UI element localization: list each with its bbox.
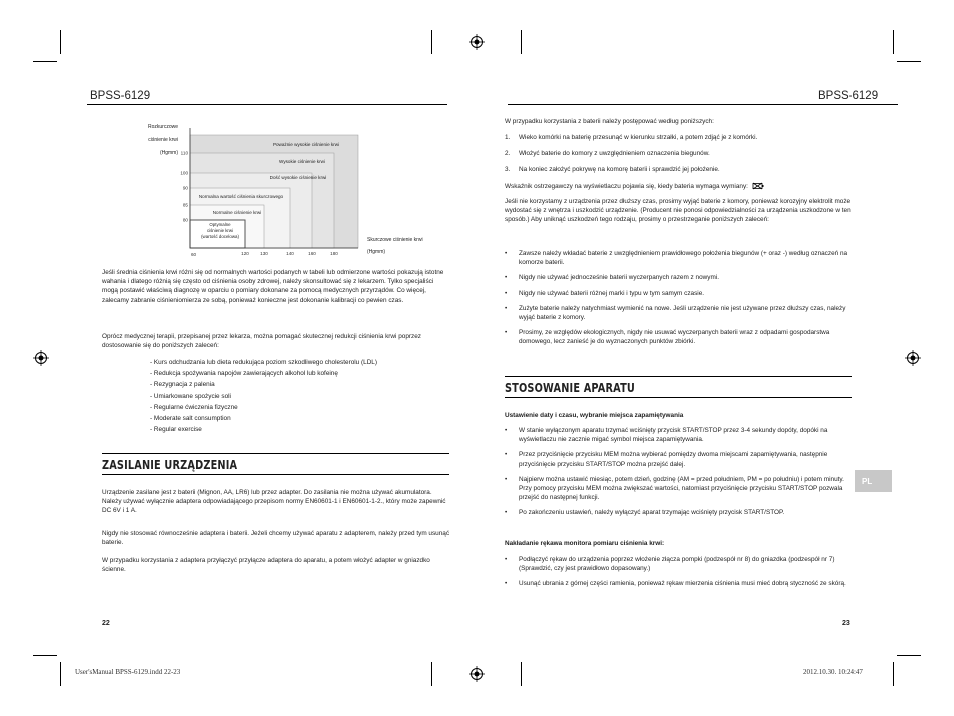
crop-mark: [521, 30, 522, 54]
recommendation-list: [150, 357, 450, 435]
crop-mark: [60, 30, 61, 54]
bullet-item: [505, 249, 853, 267]
paragraph: Urządzenie zasilane jest z baterii (Mignon, AA, LR6) lub przez adapter. Do zasilania nie można używać akumulatora. Należy używać wyłącznie adaptera odpowiadającego przepisom normy EN60601-1 i EN60601-1-2., który może zapewnić DC 6V i 1 A.: [102, 489, 446, 515]
crop-mark: [60, 662, 61, 686]
list-item: - Rezygnacja z palenia: [150, 381, 215, 389]
bullet-text: Zużyte baterie należy natychmiast wymienić na nowe. Jeśli urządzenie nie jest używane przez dłuższy czas, należy wyjąć baterie z komory.: [519, 304, 846, 322]
cuff-bullets: [505, 555, 853, 595]
crop-mark: [431, 30, 432, 54]
region-label: Dość wysokie ciśnienie krwi: [269, 175, 327, 180]
bullet-dot: •: [505, 289, 508, 297]
bullet-text: Prosimy, ze względów ekologicznych, nigdy nie usuwać wyczerpanych baterii wraz z odpadami gospodarstwa domowego, lecz zanieść je do wyznaczonych punktów zbiórki.: [519, 329, 830, 346]
model-label-left: BPSS-6129: [90, 90, 151, 102]
step-text: Na koniec założyć pokrywę na komorę baterii i sprawdzić jej położenie.: [519, 166, 720, 173]
y-tick-label: 80: [182, 217, 188, 223]
bullet-item: [505, 450, 853, 468]
settings-bullets: [505, 426, 853, 524]
paragraph: W przypadku korzystania z adaptera przyłączyć przyłącze adaptera do aparatu, a potem włożyć adapter w gniazdko ścienne.: [102, 557, 430, 574]
step-item: [505, 149, 853, 165]
paragraph: Nigdy nie stosować równocześnie adaptera i baterii. Jeżeli chcemy używać aparatu z adapterem, należy przed tym usunąć baterie.: [102, 530, 450, 547]
bullet-item: [505, 475, 853, 503]
subheading: Nakładanie rękawa monitora pomiaru ciśnienia krwi:: [505, 540, 665, 547]
footer-file: User'sManual BPSS-6129.indd 22-23: [75, 668, 181, 676]
x-tick-label: 120: [241, 251, 249, 256]
list-item: - Redukcja spożywania napojów zawierających alkohol lub kofeinę: [150, 370, 338, 378]
x-axis-label: (Hgmm): [367, 249, 386, 255]
paragraph: W przypadku korzystania z baterii należy postępować według poniższych:: [505, 118, 714, 125]
bullet-item: [505, 426, 853, 444]
bullet-item: [505, 508, 853, 517]
bullet-dot: •: [505, 329, 508, 337]
region-label: (wartość docelowa): [201, 234, 239, 239]
bullet-dot: •: [505, 451, 508, 459]
y-tick-label: 85: [182, 202, 188, 208]
y-axis-label: Rozkurczowe: [147, 124, 178, 130]
section-rule: [102, 453, 449, 454]
list-item: - Umiarkowane spożycie soli: [150, 392, 231, 400]
section-rule: [102, 474, 449, 475]
crop-mark: [897, 61, 921, 62]
region-label: Wysokie ciśnienie krwi: [279, 159, 325, 164]
bullet-text: Usunąć ubrania z górnej części ramienia, ponieważ rękaw mierzenia ciśnienia musi mieć dobrą styczność ze skórą.: [519, 580, 846, 588]
x-tick-label: 140: [286, 251, 294, 256]
bullet-item: [505, 273, 853, 282]
model-label-right: BPSS-6129: [818, 90, 879, 102]
step-text: Wieko komórki na baterię przesunąć w kierunku strzałki, a potem zdjąć je z komórki.: [519, 134, 758, 141]
region-label: Optymalne: [209, 222, 231, 227]
bullet-dot: •: [505, 427, 508, 434]
bullet-item: [505, 328, 853, 346]
y-tick-label: 100: [180, 170, 188, 176]
battery-warning-icon: [752, 182, 764, 190]
section-rule: [505, 376, 852, 377]
y-axis-label: ciśnienie krwi: [148, 137, 178, 143]
bullet-item: [505, 304, 853, 322]
paragraph: Jeśli średnia ciśnienia krwi różni się od normalnych wartości podanych w tabeli lub odmierzone wartości pokazują istotne wahania i dlatego różnią się często od ciśnienia osoby zdrowej, należy skonsultować się z lekarzem. Tylko specjaliści mogą postawić właściwą diagnozę w oparciu o pomiary dokonane za pomocą medycznych przyrządów. Co więcej, zalecamy zabranie ciśnieniomierza ze sobą, ponieważ konieczne jest dokonanie kalibracji co pewien czas.: [102, 269, 444, 304]
section-rule: [505, 397, 852, 398]
language-tab: PL: [855, 470, 892, 492]
x-axis-label: Skurczowe ciśnienie krwi: [367, 237, 423, 243]
header-rule: [508, 104, 898, 105]
subheading: Ustawienie daty i czasu, wybranie miejsca zapamiętywania: [505, 412, 684, 419]
page-number: 23: [842, 620, 850, 627]
registration-mark-icon: [905, 350, 921, 366]
step-number: 1.: [505, 134, 511, 141]
bullet-text: Zawsze należy wkładać baterie z uwzględnieniem prawidłowego położenia biegunów (+ oraz -) według oznaczeń na komorze baterii.: [519, 250, 848, 267]
step-item: [505, 165, 853, 181]
battery-steps: [505, 133, 853, 181]
crop-mark: [897, 655, 921, 656]
crop-mark: [893, 30, 894, 54]
bullet-text: Nigdy nie używać baterii różnej marki i typu w tym samym czasie.: [519, 289, 705, 297]
warning-text: [505, 182, 853, 191]
list-item: - Regular exercise: [150, 426, 202, 434]
bullet-text: Podłączyć rękaw do urządzenia poprzez włożenie złącza pompki (podzespół nr 8) do gniazdka (podzespół nr 7) (Sprawdzić, czy jest prawidłowo dopasowany.): [519, 556, 835, 573]
registration-mark-icon: [469, 34, 485, 50]
chart-regions: [190, 135, 358, 248]
crop-mark: [431, 662, 432, 686]
list-item: - Moderate salt consumption: [150, 415, 231, 423]
bullet-text: Najpierw można ustawić miesiąc, potem dzień, godzinę (AM = przed południem, PM = po południu) i potem minuty. Przy pomocy przycisku MEM można zwiększać wartości, natomiast przyciśnięcie przycisku START/STOP pozwala przejść do następnej funkcji.: [519, 475, 844, 502]
page-number: 22: [102, 620, 110, 627]
footer-timestamp: 2012.10.30. 10:24:47: [803, 668, 863, 676]
x-tick-label: 130: [260, 251, 268, 256]
x-tick-label: 160: [308, 251, 316, 256]
region-label: Poważnie wysokie ciśnienie krwi: [272, 142, 340, 147]
step-text: Włożyć baterie do komory z uwzględnieniem oznaczenia biegunów.: [519, 150, 710, 157]
region-label: Normalne ciśnienie krwi: [212, 210, 262, 215]
bullet-item: [505, 289, 853, 298]
bullet-dot: •: [505, 304, 508, 312]
origin-label: 60: [191, 252, 197, 257]
bullet-text: Przez przyciśnięcie przycisku MEM można wybierać pomiędzy dwoma miejscami zapamiętywania, następnie przyciśnięcie przycisku START/STOP można przejść dalej.: [519, 451, 828, 468]
battery-bullets: [505, 249, 853, 353]
paragraph: Jeśli nie korzystamy z urządzenia przez dłuższy czas, prosimy wyjąć baterie z komory, ponieważ korozyjny elektrolit może wydostać się z wnętrza i uszkodzić urządzenie. (Producent nie ponosi odpowiedzialności za urządzenia uszkodzone w ten sposób.) Aby uniknąć uszkodzeń tego rodzaju, prosimy o przestrzeganie poniższych zaleceń:: [505, 198, 851, 224]
bullet-dot: •: [505, 274, 508, 282]
header-rule: [87, 104, 447, 105]
registration-mark-icon: [33, 350, 49, 366]
crop-mark: [521, 662, 522, 686]
crop-mark: [33, 655, 57, 656]
bullet-dot: •: [505, 250, 508, 257]
bullet-text: Po zakończeniu ustawień, należy wyłączyć aparat trzymając wciśnięty przycisk START/STOP.: [519, 509, 785, 517]
y-tick-label: 110: [180, 150, 188, 156]
list-item: - Kurs odchudzania lub dieta redukująca poziom szkodliwego cholesterolu (LDL): [150, 359, 377, 366]
y-axis-label: (Hgmm): [159, 150, 178, 156]
warning-label: Wskaźnik ostrzegawczy na wyświetlaczu pojawia się, kiedy bateria wymaga wymiany:: [505, 183, 748, 190]
section-title: STOSOWANIE APARATU: [505, 380, 635, 395]
x-tick-label: 180: [330, 251, 338, 256]
crop-mark: [33, 61, 57, 62]
region-label: ciśnienie krwi: [206, 228, 234, 233]
bullet-item: [505, 555, 853, 573]
bullet-dot: •: [505, 556, 508, 563]
bullet-text: Nigdy nie używać jednocześnie baterii wyczerpanych razem z nowymi.: [519, 274, 719, 282]
step-item: [505, 133, 853, 149]
crop-mark: [893, 662, 894, 686]
list-item: - Regularne ćwiczenia fizyczne: [150, 403, 238, 411]
step-number: 2.: [505, 150, 511, 157]
section-title: ZASILANIE URZĄDZENIA: [102, 457, 238, 472]
registration-mark-icon: [469, 666, 485, 682]
bullet-dot: •: [505, 475, 508, 483]
region-label: Normalna wartość ciśnienia skurczowego: [198, 194, 284, 199]
bullet-text: W stanie wyłączonym aparatu trzymać wciśnięty przycisk START/STOP przez 3-4 sekundy dopóty, dopóki na wyświetlaczu nie zacznie migać symbol miejsca zapamiętywania.: [519, 427, 828, 444]
bullet-dot: •: [505, 509, 508, 517]
bullet-item: [505, 579, 853, 588]
paragraph: Oprócz medycznej terapii, przepisanej przez lekarza, można pomagać skutecznej redukcji ciśnienia krwi poprzez dostosowanie się do poniższych zaleceń:: [102, 333, 421, 350]
blood-pressure-chart: [90, 118, 450, 266]
bp-chart-svg: [90, 118, 450, 266]
bullet-dot: •: [505, 580, 508, 588]
y-tick-label: 90: [182, 185, 188, 191]
step-number: 3.: [505, 166, 511, 173]
